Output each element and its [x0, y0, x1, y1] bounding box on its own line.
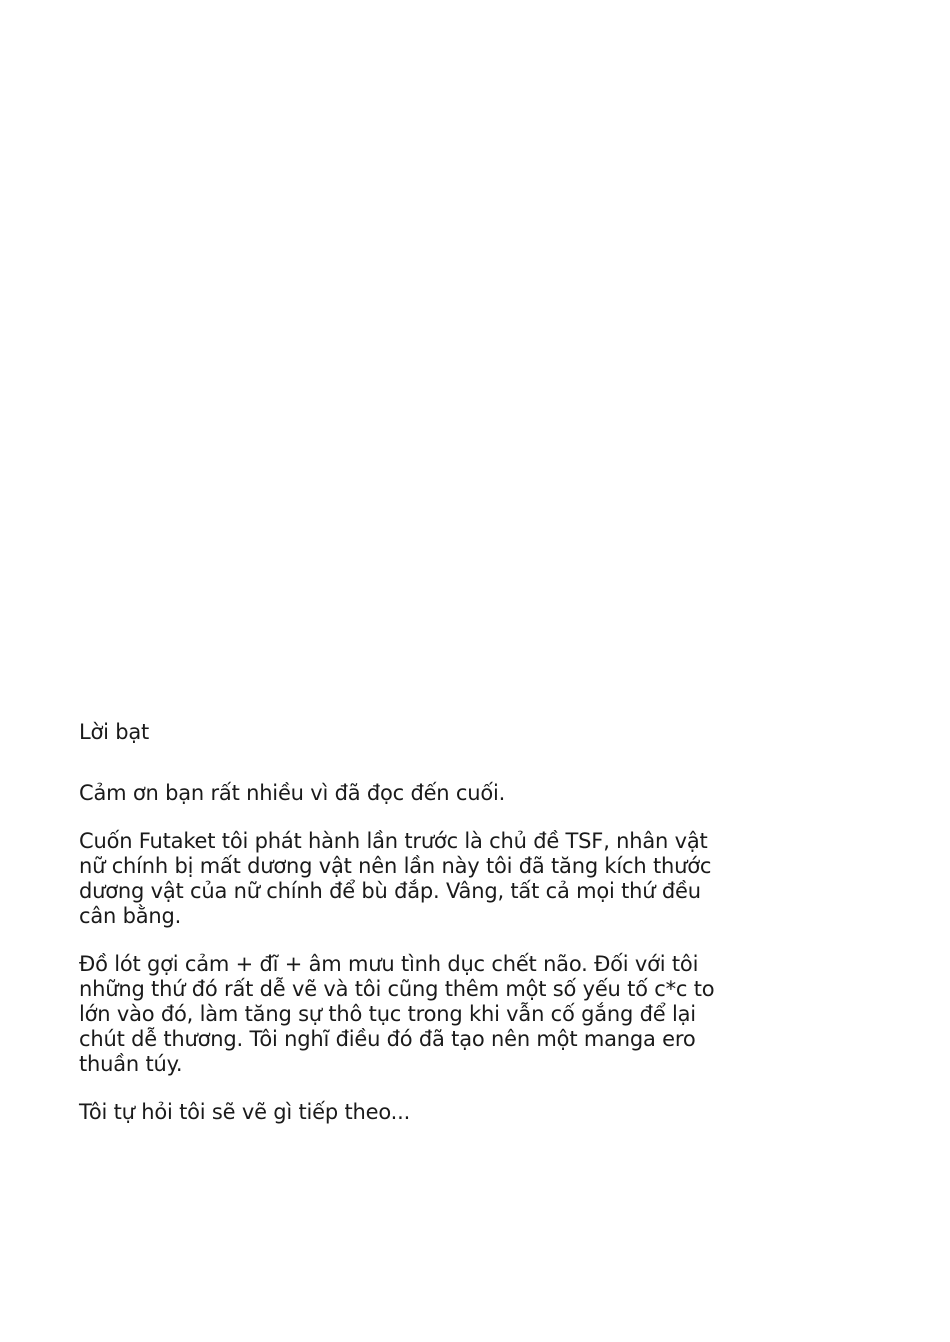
text-line: nữ chính bị mất dương vật nên lần này tôi đã tăng kích thước [79, 854, 712, 878]
afterword-paragraph-closing [79, 1100, 719, 1125]
text-line: cân bằng. [79, 904, 182, 928]
text-line: Đồ lót gợi cảm + đĩ + âm mưu tình dục chết não. Đối với tôi [79, 952, 699, 976]
afterword-paragraph-thanks [79, 781, 719, 806]
text-line: thuần túy. [79, 1052, 183, 1076]
text-line: những thứ đó rất dễ vẽ và tôi cũng thêm một số yếu tố c*c to [79, 977, 715, 1001]
text-line: lớn vào đó, làm tăng sự thô tục trong khi vẫn cố gắng để lại [79, 1002, 696, 1026]
text-line: dương vật của nữ chính để bù đắp. Vâng, tất cả mọi thứ đều [79, 879, 701, 903]
text-line: Cảm ơn bạn rất nhiều vì đã đọc đến cuối. [79, 781, 506, 805]
text-line: chút dễ thương. Tôi nghĩ điều đó đã tạo nên một manga ero [79, 1027, 696, 1051]
afterword-paragraph-content [79, 952, 719, 1077]
afterword-title: Lời bạt [79, 720, 150, 744]
text-line: Tôi tự hỏi tôi sẽ vẽ gì tiếp theo... [79, 1100, 411, 1124]
afterword-paragraph-previous-book [79, 829, 719, 929]
afterword-section [79, 718, 719, 1148]
text-line: Cuốn Futaket tôi phát hành lần trước là chủ đề TSF, nhân vật [79, 829, 708, 853]
